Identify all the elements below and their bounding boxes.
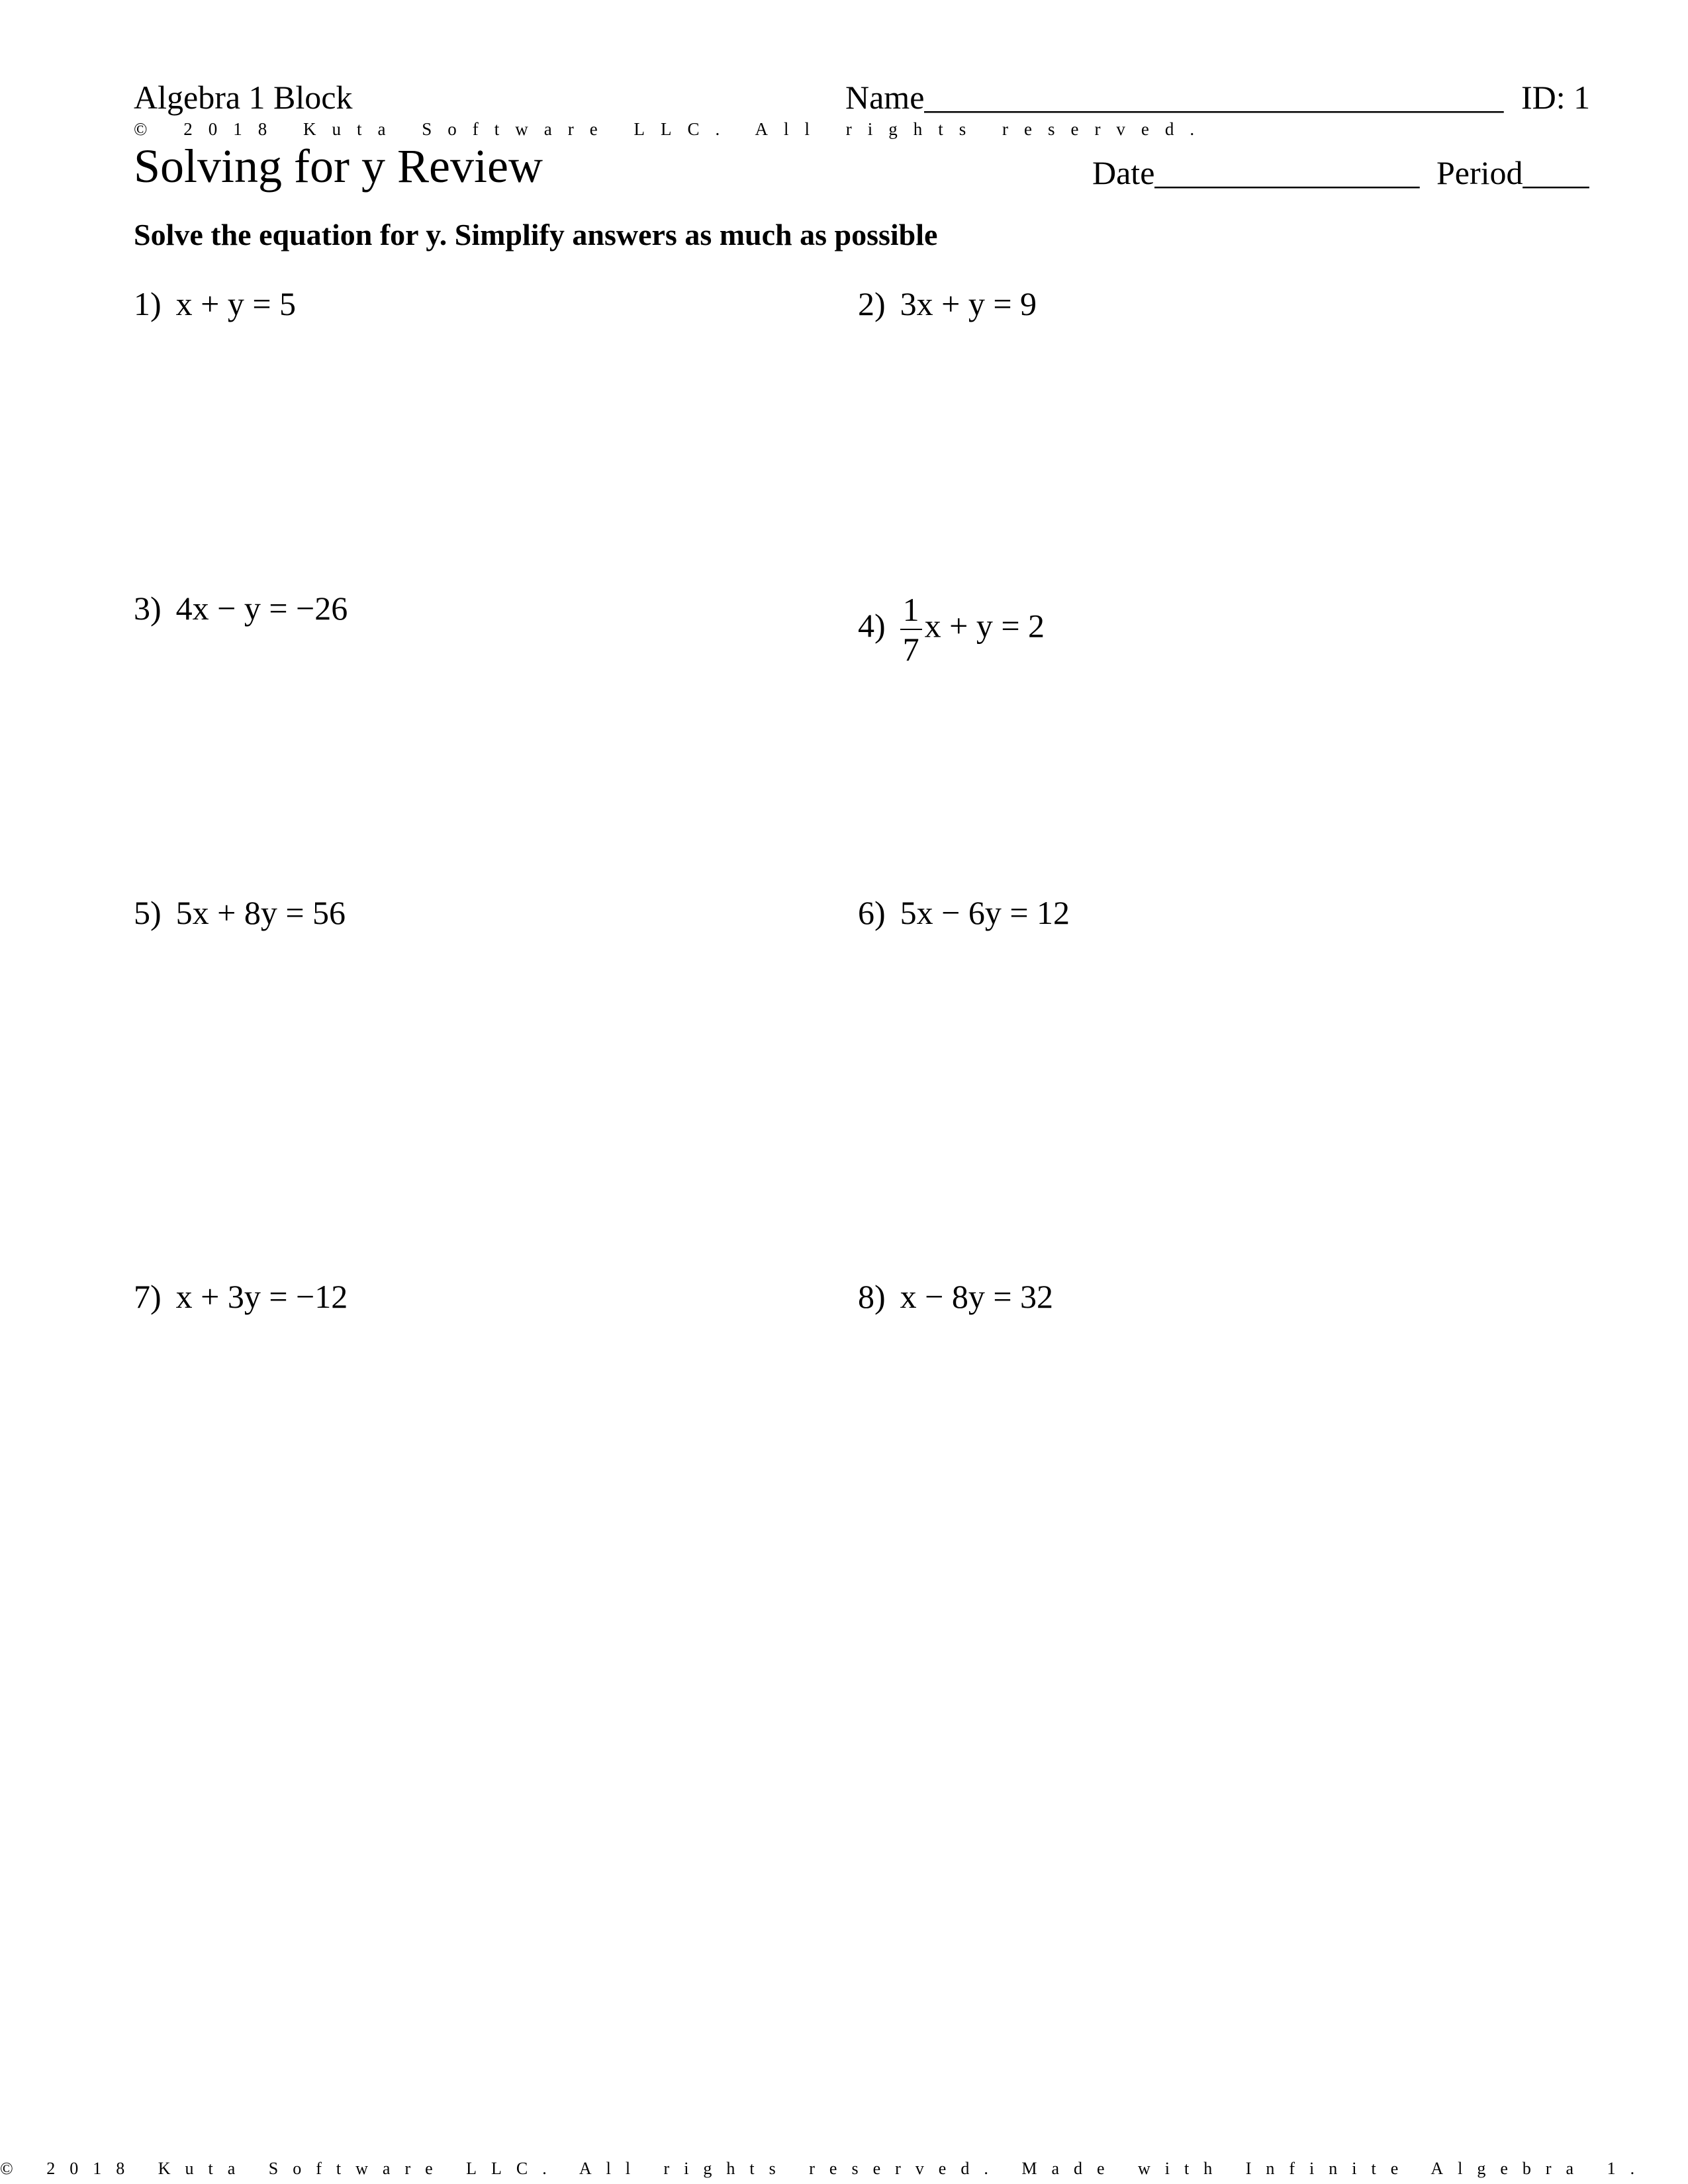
problem-number: 4) (858, 607, 886, 645)
period-field: Period____ (1436, 154, 1589, 191)
problem-equation: x − 8y = 32 (900, 1278, 1054, 1315)
problem-8 (858, 1277, 1053, 1316)
problem-number: 3) (134, 590, 162, 627)
problem-equation: x + y = 5 (175, 285, 297, 322)
problem-number: 6) (858, 894, 886, 931)
footer-copyright: © 2018 Kuta Software LLC. All rights reserved. Made with Infinite Algebra 1. (0, 2159, 1650, 2178)
problem-equation: 5x − 6y = 12 (900, 894, 1070, 931)
problem-number: 5) (134, 894, 162, 931)
problem-3 (134, 589, 348, 627)
instructions: Solve the equation for y. Simplify answers as much as possible (134, 218, 938, 251)
problem-number: 2) (858, 285, 886, 322)
problem-1 (134, 285, 296, 323)
problem-equation: x + 3y = −12 (175, 1278, 348, 1315)
problem-equation: x + y = 2 (924, 607, 1045, 645)
problem-6 (858, 893, 1070, 932)
worksheet-id: ID: 1 (1521, 79, 1591, 116)
problem-number: 8) (858, 1278, 886, 1315)
problem-equation: 5x + 8y = 56 (175, 894, 346, 931)
problem-equation: 4x − y = −26 (175, 590, 348, 627)
course-name: Algebra 1 Block (134, 79, 353, 116)
name-field: Name___________________________________ (845, 79, 1504, 116)
date-field: Date________________ (1092, 154, 1420, 191)
problem-7 (134, 1277, 348, 1316)
problem-number: 7) (134, 1278, 162, 1315)
fraction-numerator: 1 (900, 593, 922, 630)
problem-number: 1) (134, 285, 162, 322)
problem-4 (858, 593, 1045, 666)
problem-equation: 3x + y = 9 (900, 285, 1037, 322)
fraction (900, 593, 922, 666)
copyright-notice: © 2018 Kuta Software LLC. All rights reserved. (134, 119, 1211, 139)
problem-2 (858, 285, 1037, 323)
fraction-denominator: 7 (902, 631, 919, 668)
problem-5 (134, 893, 346, 932)
worksheet-title: Solving for y Review (134, 140, 543, 193)
